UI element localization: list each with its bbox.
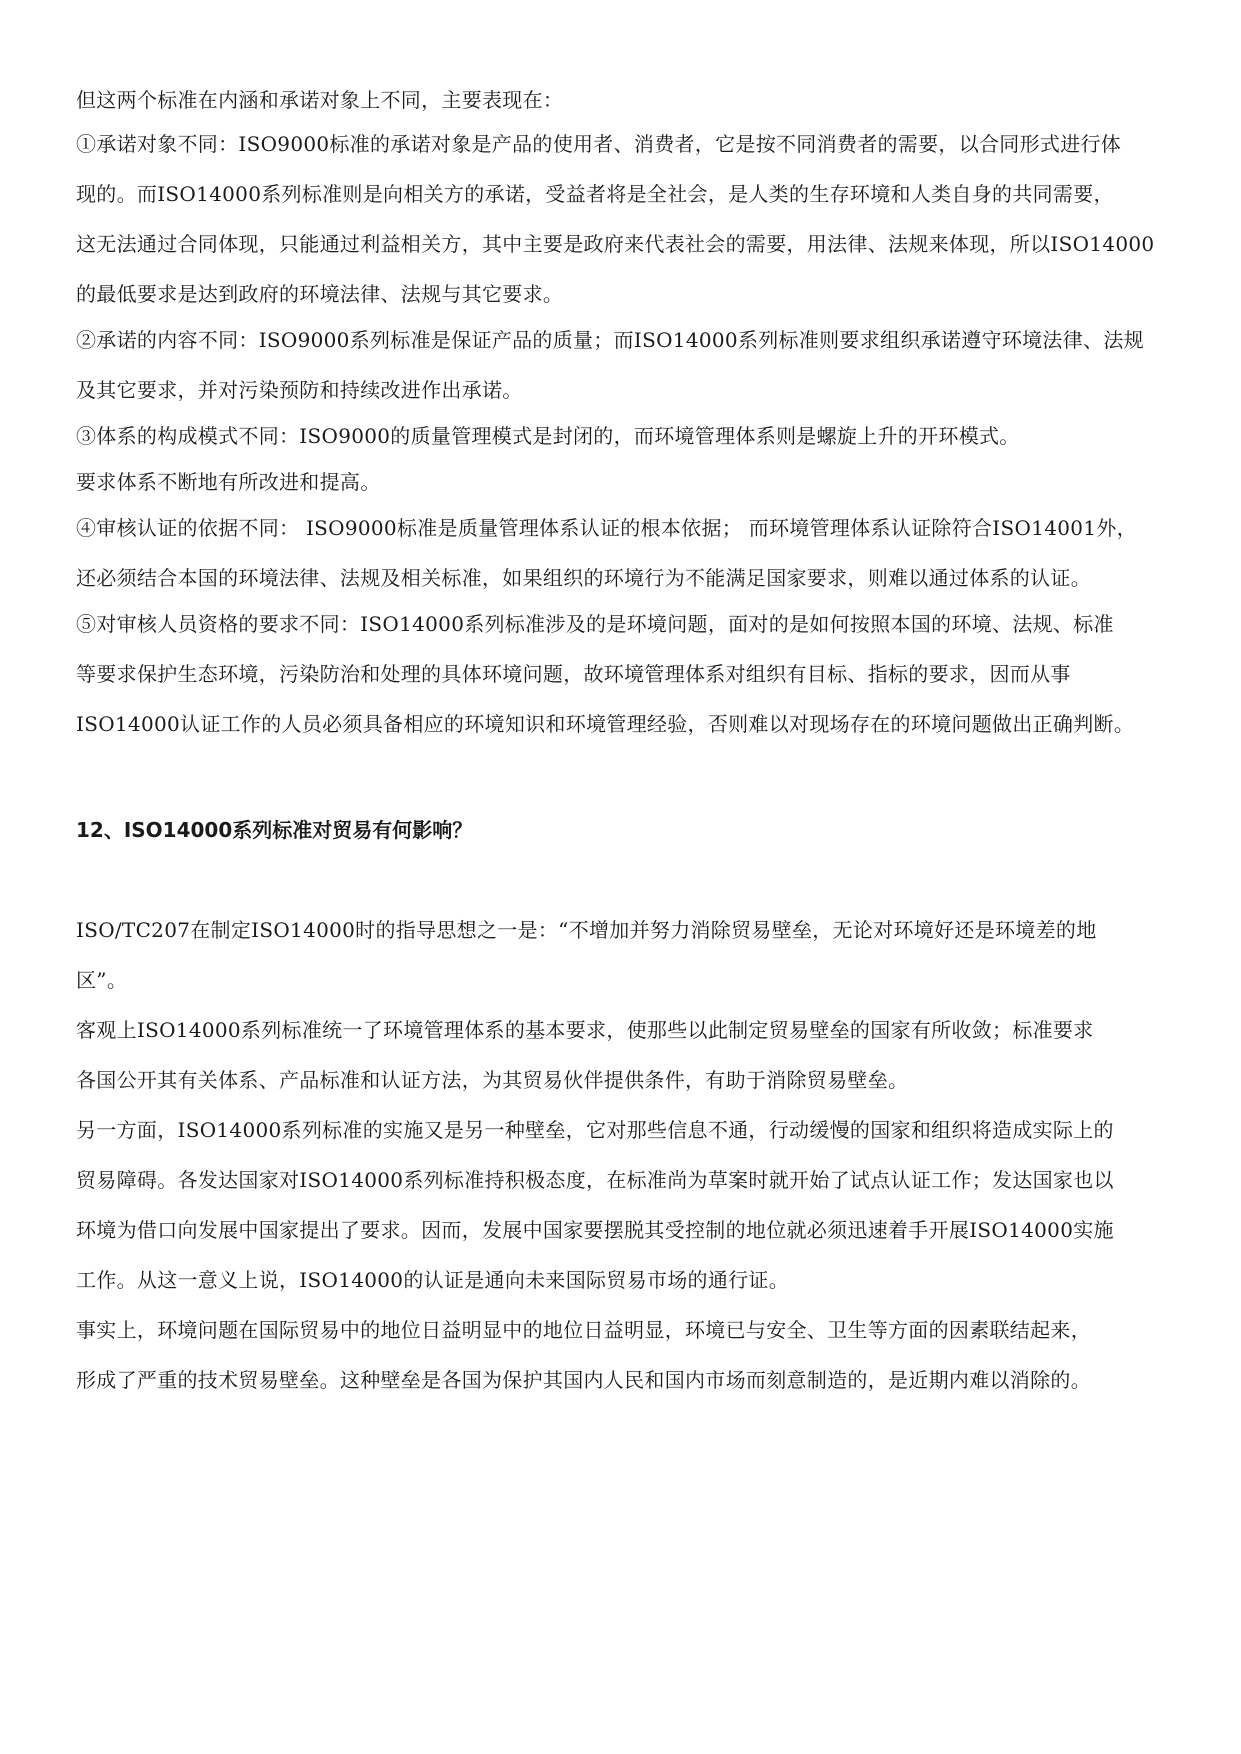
text-line: 等要求保护生态环境，污染防治和处理的具体环境问题，故环境管理体系对组织有目标、指标的要求，因而从事	[76, 662, 1071, 686]
text-line: ISO14000认证工作的人员必须具备相应的环境知识和环境管理经验，否则难以对现场存在的环境问题做出正确判断。	[76, 712, 1135, 736]
text-line: 形成了严重的技术贸易壁垒。这种壁垒是各国为保护其国内人民和国内市场而刻意制造的，是近期内难以消除的。	[76, 1368, 1091, 1392]
text-line: 还必须结合本国的环境法律、法规及相关标准，如果组织的环境行为不能满足国家要求，则难以通过体系的认证。	[76, 566, 1091, 590]
text-line: ①承诺对象不同：ISO9000标准的承诺对象是产品的使用者、消费者，它是按不同消费者的需要，以合同形式进行体	[76, 132, 1122, 156]
text-line: 环境为借口向发展中国家提出了要求。因而，发展中国家要摆脱其受控制的地位就必须迅速着手开展ISO14000实施	[76, 1218, 1114, 1242]
text-line: ⑤对审核人员资格的要求不同：ISO14000系列标准涉及的是环境问题，面对的是如何按照本国的环境、法规、标准	[76, 612, 1114, 636]
text-line: ISO/TC207在制定ISO14000时的指导思想之一是：“不增加并努力消除贸易壁垒，无论对环境好还是环境差的地	[76, 918, 1097, 942]
text-line: 的最低要求是达到政府的环境法律、法规与其它要求。	[76, 282, 564, 306]
text-line: 要求体系不断地有所改进和提高。	[76, 470, 381, 494]
text-line: 这无法通过合同体现，只能通过利益相关方，其中主要是政府来代表社会的需要，用法律、法规来体现，所以ISO14000	[76, 232, 1155, 256]
text-line: 事实上，环境问题在国际贸易中的地位日益明显中的地位日益明显，环境已与安全、卫生等方面的因素联结起来，	[76, 1318, 1091, 1342]
text-line: ③体系的构成模式不同：ISO9000的质量管理模式是封闭的，而环境管理体系则是螺旋上升的开环模式。	[76, 424, 1020, 448]
text-line: 但这两个标准在内涵和承诺对象上不同，主要表现在：	[76, 88, 564, 112]
text-line: 工作。从这一意义上说，ISO14000的认证是通向未来国际贸易市场的通行证。	[76, 1268, 790, 1292]
text-line: 贸易障碍。各发达国家对ISO14000系列标准持积极态度，在标准尚为草案时就开始了试点认证工作；发达国家也以	[76, 1168, 1114, 1192]
text-line: 现的。而ISO14000系列标准则是向相关方的承诺，受益者将是全社会，是人类的生存环境和人类自身的共同需要，	[76, 182, 1114, 206]
text-line: 另一方面，ISO14000系列标准的实施又是另一种壁垒，它对那些信息不通，行动缓慢的国家和组织将造成实际上的	[76, 1118, 1114, 1142]
text-line: 客观上ISO14000系列标准统一了环境管理体系的基本要求，使那些以此制定贸易壁垒的国家有所收敛；标准要求	[76, 1018, 1094, 1042]
text-line: 及其它要求，并对污染预防和持续改进作出承诺。	[76, 378, 523, 402]
text-line: 区”。	[76, 968, 128, 992]
text-line: ④审核认证的依据不同： ISO9000标准是质量管理体系认证的根本依据； 而环境管理体系认证除符合ISO14001外，	[76, 516, 1137, 540]
text-line: 各国公开其有关体系、产品标准和认证方法，为其贸易伙伴提供条件，有助于消除贸易壁垒。	[76, 1068, 909, 1092]
section-heading: 12、ISO14000系列标准对贸易有何影响？	[76, 818, 473, 842]
text-line: ②承诺的内容不同：ISO9000系列标准是保证产品的质量；而ISO14000系列标准则要求组织承诺遵守环境法律、法规	[76, 328, 1144, 352]
